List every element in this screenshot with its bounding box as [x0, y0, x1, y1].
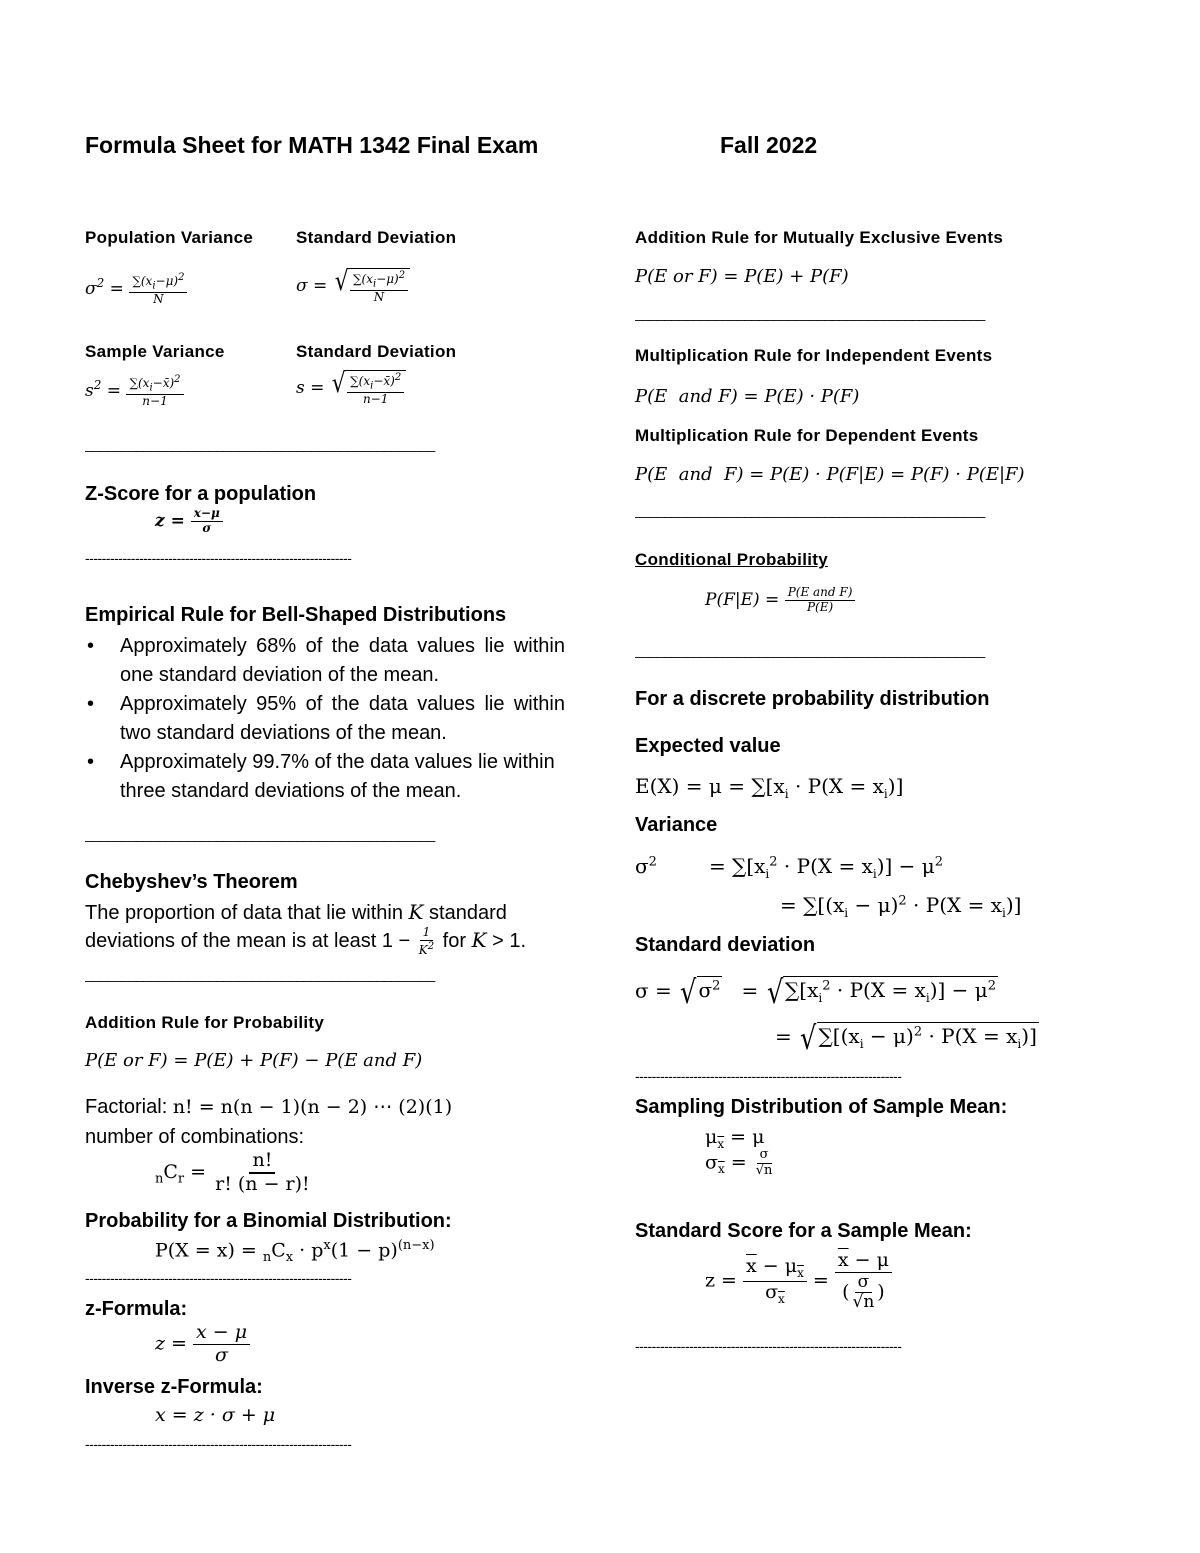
combinations-label: number of combinations:	[85, 1126, 305, 1148]
multiplication-independent-label: Multiplication Rule for Independent Events	[635, 346, 993, 365]
expected-value-label: Expected value	[635, 735, 781, 757]
population-sd-formula: σ = √ $\frac{\sum(x_i-\mu)^2}{N}$	[296, 268, 410, 305]
addition-rule-formula: P(E or F) = P(E) + P(F) − P(E and F)	[85, 1050, 423, 1071]
standard-deviation-discrete-label: Standard deviation	[635, 934, 816, 956]
multiplication-dependent-label: Multiplication Rule for Dependent Events	[635, 426, 979, 445]
chebyshev-label: Chebyshev’s Theorem	[85, 871, 298, 893]
addition-mutually-exclusive-formula: P(E or F) = P(E) + P(F)	[635, 266, 849, 287]
variance-formula-line-2: = $\sum[(x_i - \mu)^2 \cdot P(X = x_i)]$	[780, 893, 1022, 920]
sample-variance-formula: $s^2$ = $\frac{\sum(x_i-x̄)^2}{n-1}$	[85, 374, 184, 409]
multiplication-independent-formula: P(E and F) = P(E) · P(F)	[635, 386, 860, 407]
addition-rule-label: Addition Rule for Probability	[85, 1013, 325, 1032]
multiplication-dependent-formula: P(E and F) = P(E) · P(F|E) = P(F) · P(E|F)	[635, 464, 1025, 485]
conditional-probability-label: Conditional Probability	[635, 550, 828, 569]
separator-dashed: ----------------------------------------------------------------	[635, 1338, 902, 1354]
sample-sd-formula: s = √ $\frac{\sum(x_i-x̄)^2}{n-1}$	[296, 370, 406, 407]
list-item: • Approximately 95% of the data values lie within two standard deviations of the mean.	[85, 690, 565, 748]
inverse-zformula-label: Inverse z-Formula:	[85, 1376, 263, 1398]
zscore-population-formula: z = $\frac{x-\mu}{\sigma}$	[155, 507, 223, 536]
separator-dashed: ----------------------------------------------------------------	[85, 1436, 352, 1452]
discrete-distribution-label: For a discrete probability distribution	[635, 688, 990, 710]
term-label: Fall 2022	[720, 132, 818, 158]
list-item: • Approximately 68% of the data values lie within one standard deviation of the mean.	[85, 632, 565, 690]
standard-deviation-formula-line-1: σ = √ $\sigma^2$ = √ $\sum[x_i^2 \cdot P(X = x_i)] - \mu^2$	[635, 973, 997, 1011]
standard-score-sample-mean-label: Standard Score for a Sample Mean:	[635, 1220, 972, 1242]
zscore-population-label: Z-Score for a population	[85, 483, 317, 505]
list-item: • Approximately 99.7% of the data values lie within three standard deviations of the mean.	[85, 748, 565, 806]
binomial-label: Probability for a Binomial Distribution:	[85, 1210, 452, 1232]
chebyshev-text-line-2: deviations of the mean is at least 1 − $\frac{1}{K^2}$ for K > 1.	[85, 925, 527, 957]
standard-deviation-label-2: Standard Deviation	[296, 342, 457, 361]
separator-dashed: ----------------------------------------------------------------	[85, 550, 352, 566]
chebyshev-text-line-1: The proportion of data that lie within K standard	[85, 900, 507, 924]
population-variance-label: Population Variance	[85, 228, 254, 247]
separator-dashed: ----------------------------------------------------------------	[85, 1270, 352, 1286]
empirical-rule-label: Empirical Rule for Bell-Shaped Distributions	[85, 604, 507, 626]
binomial-formula: $P(X = x) = _nC_x \cdot p^x(1 - p)^{(n-x)}$	[155, 1238, 435, 1266]
separator: ________________________________________________	[85, 826, 435, 842]
page-title: Formula Sheet for MATH 1342 Final Exam	[85, 132, 539, 158]
separator: ________________________________________________	[635, 642, 985, 658]
separator: ________________________________________________	[635, 502, 985, 518]
zformula: z = $\frac{x - \mu}{\sigma}$	[155, 1322, 250, 1367]
population-variance-formula: $\sigma^2$ = $\frac{\sum(x_i-\mu)^2}{N}$	[85, 272, 187, 307]
inverse-zformula: x = z · σ + μ	[155, 1404, 276, 1426]
combinations-formula: $_nC_r$ = $\frac{n!}{r! (n - r)!}$	[155, 1149, 310, 1195]
empirical-rule-list	[85, 632, 565, 806]
standard-score-sample-mean-formula: z = $\frac{\overline{x} - \mu_{\overline{x}}}{\sigma_{\overline{x}}}$ = $\overline{x} - \mu$ ( $\frac{\sigma}{√n}$ )	[705, 1250, 892, 1313]
separator: ________________________________________________	[85, 436, 435, 452]
variance-label: Variance	[635, 814, 718, 836]
expected-value-formula: $E(X) = \mu = \sum[x_i \cdot P(X = x_i)]$	[635, 774, 904, 801]
separator: ________________________________________________	[85, 966, 435, 982]
standard-deviation-label: Standard Deviation	[296, 228, 457, 247]
conditional-probability-formula: P(F|E) = $\frac{\text{P(E and F)}}{P(E)}$	[705, 586, 855, 615]
standard-deviation-formula-line-2: = √ $\sum[(x_i - \mu)^2 \cdot P(X = x_i)]$	[775, 1019, 1037, 1057]
separator-dashed: ----------------------------------------------------------------	[635, 1068, 902, 1084]
factorial-line: Factorial: n! = n(n − 1)(n − 2) ⋯ (2)(1)	[85, 1096, 453, 1118]
sampling-distribution-label: Sampling Distribution of Sample Mean:	[635, 1096, 1008, 1118]
sampling-mean-formula: $\mu_{\overline{x}} = \mu$	[705, 1126, 765, 1151]
sampling-sd-formula: $\sigma_{\overline{x}}$ = $\frac{\sigma}{√n}$	[705, 1147, 773, 1178]
separator: ________________________________________________	[635, 305, 985, 321]
variance-formula-line-1: $\sigma^2 = \sum[x_i^2 \cdot P(X = x_i)] - \mu^2$	[635, 854, 944, 881]
addition-mutually-exclusive-label: Addition Rule for Mutually Exclusive Events	[635, 228, 1004, 247]
sample-variance-label: Sample Variance	[85, 342, 225, 361]
zformula-label: z-Formula:	[85, 1298, 188, 1320]
